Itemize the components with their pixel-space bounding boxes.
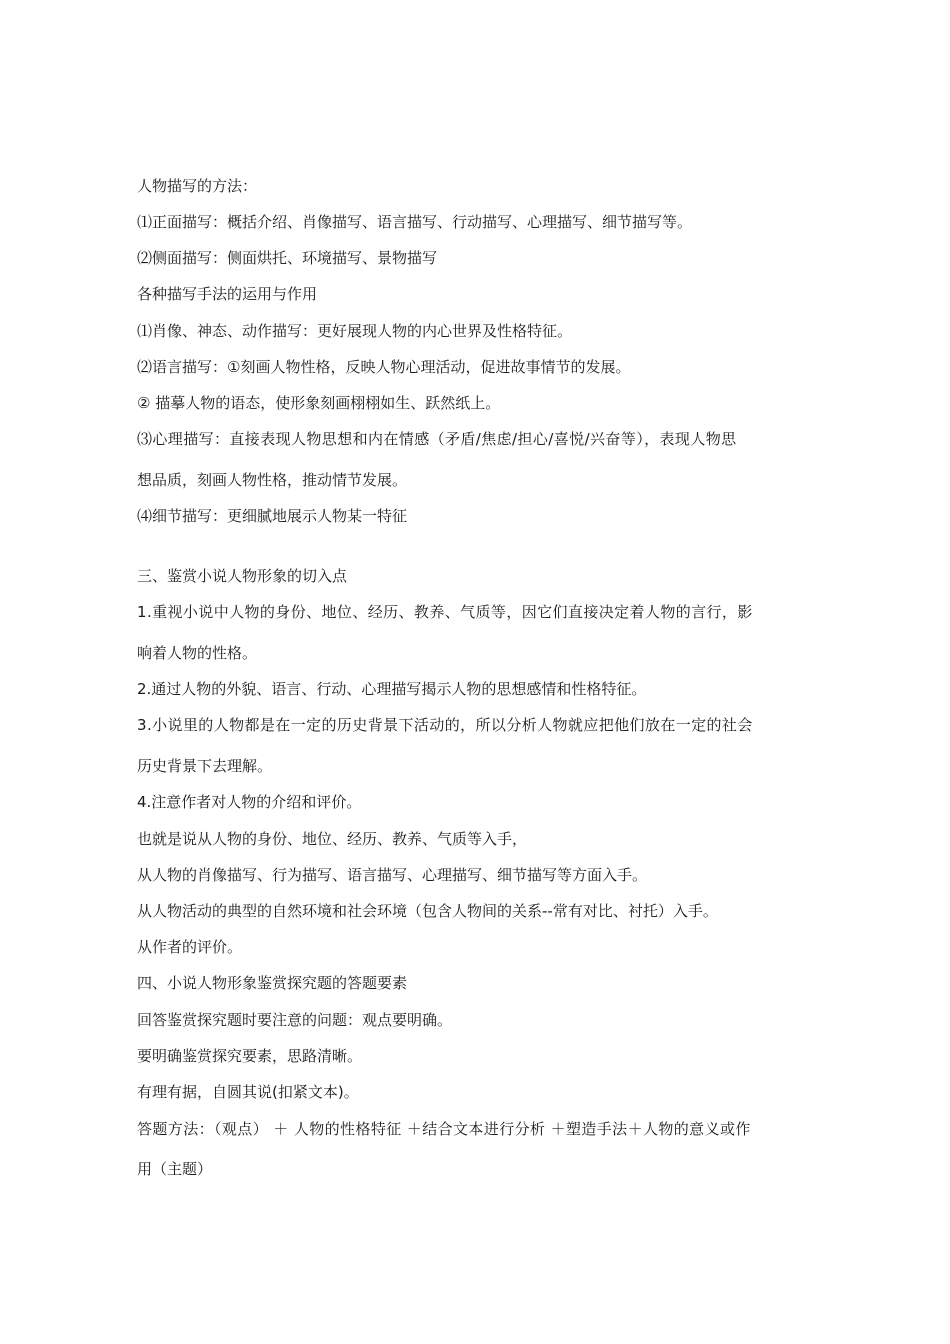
text-line: 3.小说里的人物都是在一定的历史背景下活动的，所以分析人物就应把他们放在一定的社会 — [137, 716, 753, 734]
text-line: 人物描写的方法： — [137, 177, 258, 195]
text-line: 2.通过人物的外貌、语言、行动、心理描写揭示人物的思想感情和性格特征。 — [137, 680, 647, 698]
text-line: 从人物的肖像描写、行为描写、语言描写、心理描写、细节描写等方面入手。 — [137, 866, 648, 884]
text-line: 各种描写手法的运用与作用 — [137, 285, 318, 303]
text-line: ⑴肖像、神态、动作描写：更好展现人物的内心世界及性格特征。 — [137, 322, 573, 340]
text-line: 从作者的评价。 — [137, 938, 243, 956]
text-line: ⑵侧面描写：侧面烘托、环境描写、景物描写 — [137, 249, 438, 267]
text-line: 历史背景下去理解。 — [137, 757, 273, 775]
text-line: ⑶心理描写：直接表现人物思想和内在情感（矛盾/焦虑/担心/喜悦/兴奋等），表现人物思 — [137, 430, 737, 448]
text-line: ⑵语言描写：①刻画人物性格，反映人物心理活动，促进故事情节的发展。 — [137, 358, 631, 376]
text-line: 用（主题） — [137, 1160, 213, 1178]
text-line: 4.注意作者对人物的介绍和评价。 — [137, 793, 362, 811]
section-heading: 四、小说人物形象鉴赏探究题的答题要素 — [137, 974, 408, 992]
text-line: 有理有据，自圆其说(扣紧文本)。 — [137, 1083, 359, 1101]
text-line: ⑷细节描写：更细腻地展示人物某一特征 — [137, 507, 408, 525]
text-line: 回答鉴赏探究题时要注意的问题：观点要明确。 — [137, 1011, 453, 1029]
text-line: ② 描摹人物的语态，使形象刻画栩栩如生、跃然纸上。 — [137, 394, 501, 412]
section-heading: 三、鉴赏小说人物形象的切入点 — [137, 567, 348, 585]
text-line: 想品质，刻画人物性格，推动情节发展。 — [137, 471, 408, 489]
text-line: 也就是说从人物的身份、地位、经历、教养、气质等入手， — [137, 830, 528, 848]
text-line: 答题方法：（观点） ＋ 人物的性格特征 ＋结合文本进行分析 ＋塑造手法＋人物的意义或作 — [137, 1120, 751, 1138]
text-line: 响着人物的性格。 — [137, 644, 258, 662]
text-line: 1.重视小说中人物的身份、地位、经历、教养、气质等，因它们直接决定着人物的言行，影 — [137, 603, 753, 621]
text-line: ⑴正面描写：概括介绍、肖像描写、语言描写、行动描写、心理描写、细节描写等。 — [137, 213, 693, 231]
text-line: 从人物活动的典型的自然环境和社会环境（包含人物间的关系--常有对比、衬托）入手。 — [137, 902, 718, 920]
text-line: 要明确鉴赏探究要素，思路清晰。 — [137, 1047, 363, 1065]
